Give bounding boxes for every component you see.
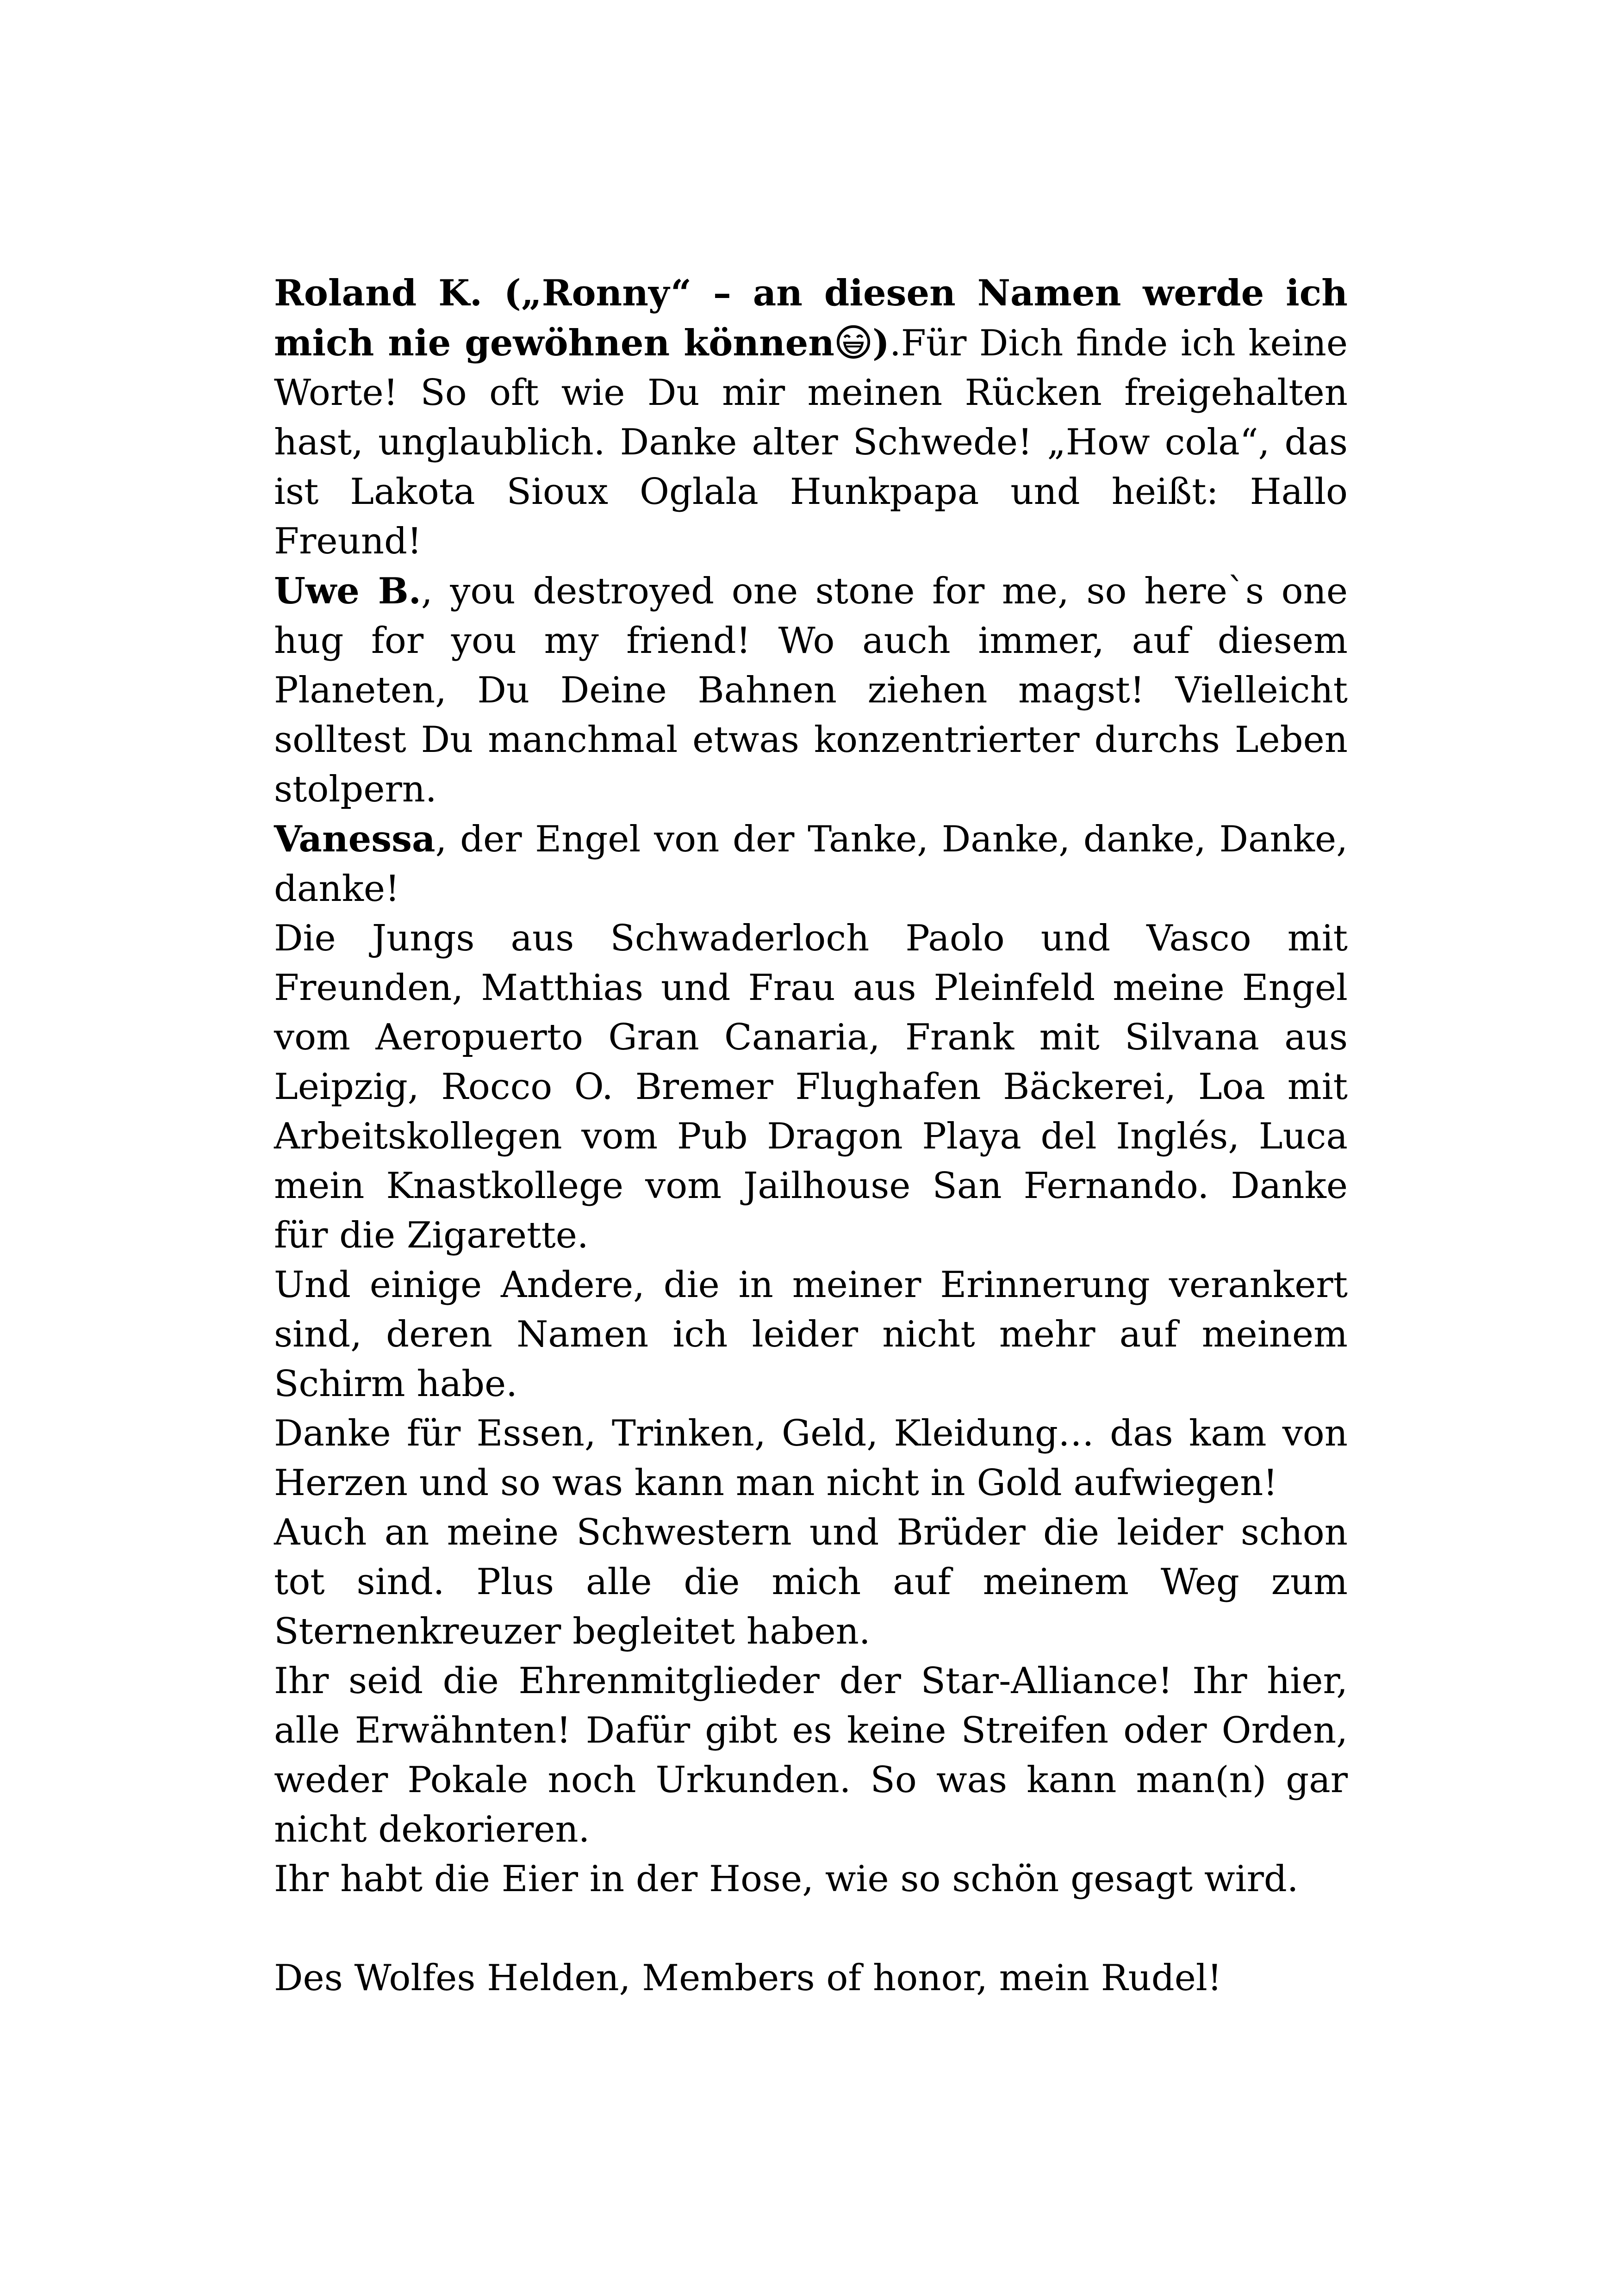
paragraph-eier: Ihr habt die Eier in der Hose, wie so schön gesagt wird. [274,1858,1299,1900]
paragraph-vanessa-text: , der Engel von der Tanke, Danke, danke, Danke, danke! [274,819,1348,910]
name-uwe: Uwe B. [274,570,421,612]
name-vanessa: Vanessa [274,818,436,860]
paragraph-alliance: Ihr seid die Ehrenmitglieder der Star-Alliance! Ihr hier, alle Erwähnten! Dafür gibt es keine Streifen oder Orden, weder Pokale noch Urkunden. So was kann man(n) gar nicht dekorieren. [274,1660,1348,1850]
paragraph-friends: Die Jungs aus Schwaderloch Paolo und Vasco mit Freunden, Matthias und Frau aus Pleinfeld meine Engel vom Aeropuerto Gran Canaria, Frank mit Silvana aus Leipzig, Rocco O. Bremer Flughafen Bäckerei, Loa mit Arbeitskollegen vom Pub Dragon Playa del Inglés, Luca mein Knastkollege vom Jailhouse San Fernando. Danke für die Zigarette. [274,918,1348,1256]
paragraph-roland [274,268,1348,566]
paragraph-thanks: Danke für Essen, Trinken, Geld, Kleidung… das kam von Herzen und so was kann man nicht in Gold aufwiegen! [274,1413,1348,1504]
paragraph-vanessa [274,814,1348,914]
name-roland: Roland K. („Ronny“ – an diesen Namen werde ich mich nie gewöhnen können [274,272,1348,364]
name-roland-close: ) [872,322,890,364]
paragraph-siblings: Auch an meine Schwestern und Brüder die leider schon tot sind. Plus alle die mich auf meinem Weg zum Sternenkreuzer begleitet haben. [274,1512,1348,1652]
paragraph-closing: Des Wolfes Helden, Members of honor, mein Rudel! [274,1957,1222,1999]
paragraph-uwe-text: , you destroyed one stone for me, so here`s one hug for you my friend! Wo auch immer, auf diesem Planeten, Du Deine Bahnen ziehen magst! Vielleicht solltest Du manchmal etwas konzentrierter durchs Leben stolpern. [274,571,1348,810]
laughing-face-icon [835,324,871,360]
paragraph-others: Und einige Andere, die in meiner Erinnerung verankert sind, deren Namen ich leider nicht mehr auf meinem Schirm habe. [274,1264,1348,1405]
paragraph-roland-text: .Für Dich finde ich keine Worte! So oft wie Du mir meinen Rücken freigehalten hast, unglaublich. Danke alter Schwede! „How cola“, das ist Lakota Sioux Oglala Hunkpapa und heißt: Hallo Freund! [274,323,1348,562]
document-body [274,268,1348,2003]
paragraph-uwe [274,566,1348,814]
paragraph-spacer [274,1904,1348,1954]
